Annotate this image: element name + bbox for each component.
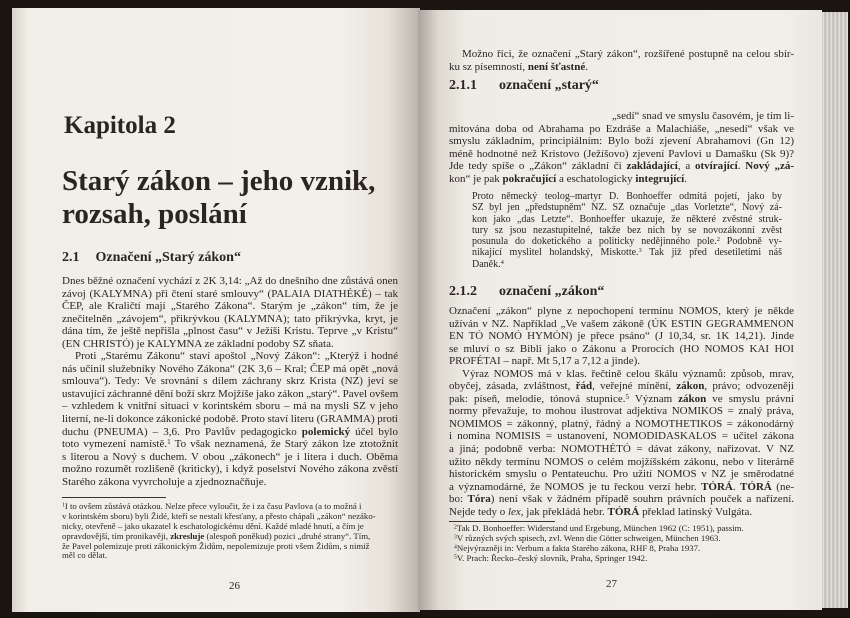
text-line bbox=[449, 430, 794, 443]
footnote-line bbox=[454, 544, 799, 554]
text-run: účel bylo bbox=[350, 425, 398, 438]
emphasis: není šťastné bbox=[527, 60, 586, 73]
text-line bbox=[472, 236, 782, 247]
text-run: nikající myslitel holandský, Miskotte. bbox=[472, 247, 639, 259]
text-run: že Pavel polemizuje proti zákonickým Židům, nepolemizuje proti všem Židům, s nimiž bbox=[62, 541, 370, 551]
footnote-line bbox=[62, 512, 398, 522]
text-run: možno rozumět rozlišeně (kriticky), i když poselství Nového zákona zvěstí bbox=[62, 463, 398, 476]
text-run: – vzhledem k vnitřní situaci v korintském sboru – má na mysli SZ v jeho bbox=[62, 400, 398, 413]
text-line bbox=[472, 247, 782, 258]
footnote-ref: 2 bbox=[716, 236, 720, 244]
text-run: ku sz písemností, bbox=[449, 60, 528, 73]
section-heading bbox=[62, 250, 241, 266]
text-run: „sedí“ snad ve smyslu časovém, je tím li- bbox=[611, 110, 794, 122]
text-run: v korintském sboru) byli Židé, kteří se nestali křesťany, a přesto chápali „zákon“ nezáko- bbox=[62, 511, 376, 521]
text-line bbox=[449, 61, 794, 74]
subsection-heading bbox=[449, 78, 599, 94]
footnote-line bbox=[62, 542, 398, 552]
paragraph bbox=[449, 48, 794, 73]
text-run: smlouva“). Tedy: Ve srovnání s dílem záchrany skrz Krista (NZ) jeví se bbox=[62, 375, 398, 388]
text-run: I to ovšem zůstává otázkou. Nelze přece vyloučit, že i za času Pavlova (a to možná i bbox=[64, 502, 362, 511]
text-line bbox=[472, 202, 782, 213]
subsection-number: 2.1.2 bbox=[449, 284, 477, 299]
footnote-ref: 1 bbox=[62, 502, 65, 509]
text-line bbox=[62, 288, 398, 301]
text-run: Nejde tedy o bbox=[449, 505, 508, 518]
text-line bbox=[472, 214, 782, 225]
emphasis: zákon bbox=[676, 380, 705, 393]
text-run: SZ byl jen „předstupněm“ NZ. SZ označuje „das Vorletzte“, Nový zá- bbox=[472, 202, 782, 214]
text-run: se mluví o sz Bibli jako o Zákonu a Prorocích (HO NOMOS KAI HOI bbox=[449, 342, 794, 355]
subsection-title: označení „zákon“ bbox=[499, 284, 605, 299]
footnote-ref: 2 bbox=[454, 524, 457, 531]
text-run: a jiná; podobně verba: NOMOTHÉTÓ = dávat zákony, nařizovat. V NZ bbox=[449, 443, 794, 456]
text-run: . bbox=[737, 160, 746, 173]
text-run: Proto německý teolog–martyr D. Bonhoeffer odmítá pojetí, jako by bbox=[472, 191, 782, 202]
text-line bbox=[62, 325, 398, 338]
text-line bbox=[62, 463, 398, 476]
paragraph bbox=[449, 110, 794, 185]
chapter-label: Kapitola 2 bbox=[64, 112, 176, 139]
text-run: ustavující záchranné dění boží skrz Mojžíše jako zákon „starý“. Pavel ovšem bbox=[62, 387, 398, 400]
text-run: literní, ne-li dokonce zákonické podobě. Proto staví literu (GRAMMA) proti bbox=[62, 413, 398, 426]
footnote-ref: 5 bbox=[454, 554, 457, 561]
footnote-rule bbox=[449, 521, 555, 522]
emphasis: zakládající bbox=[626, 160, 678, 173]
text-line bbox=[449, 148, 794, 161]
text-run: závoj (KALYMNA) při čtení staré smlouvy“ (PALAIA DIATHÉKÉ) – tak bbox=[62, 287, 398, 300]
text-run: bo: bbox=[449, 493, 468, 506]
section-number: 2.1 bbox=[62, 250, 80, 265]
footnote-line bbox=[62, 522, 398, 532]
text-run: tury sz jsou nezastupitelné, takže bez nich by se novozákonní zvěst bbox=[472, 224, 782, 236]
text-run: Dnes běžné označení vychází z 2K 3,14: „Až do dnešního dne zůstává onen bbox=[62, 275, 398, 287]
emphasis: TÓRÁ bbox=[701, 480, 733, 493]
chapter-title-line: rozsah, poslání bbox=[62, 198, 247, 230]
text-run: Proti „Starému Zákonu“ staví apoštol „Nový Zákon“: „Kterýž i hodné bbox=[75, 350, 398, 363]
text-run: obyčej, zásada, zvláštnost, bbox=[449, 380, 576, 393]
emphasis: polemický bbox=[301, 425, 351, 438]
text-run: znečitelněn „závojem“, přikrývkou (KALYMNA); tato přikrývka, kryt, je bbox=[62, 312, 398, 325]
emphasis: zkresluje bbox=[170, 531, 205, 541]
chapter-title bbox=[62, 165, 412, 231]
subsection-heading bbox=[449, 284, 604, 300]
text-run: dána tím, že ještě nepřišla „plnost času“ v Ježíši Kristu. Teprve „v Kristu“ bbox=[62, 325, 398, 338]
text-line bbox=[449, 443, 794, 456]
text-run: . bbox=[585, 60, 588, 73]
section-title: Označení „Starý zákon“ bbox=[95, 250, 241, 265]
footnote-line bbox=[454, 524, 799, 534]
text-run: překlad latinský Vulgáta. bbox=[639, 505, 753, 518]
text-line bbox=[62, 438, 398, 451]
footnotes bbox=[62, 502, 398, 561]
footnote-ref: 3 bbox=[454, 534, 457, 541]
text-run: (alespoň poněkud) pozici „druhé strany“. Tím, bbox=[204, 531, 371, 541]
text-line bbox=[449, 173, 794, 186]
text-line bbox=[449, 468, 794, 481]
text-run: smyslu základním, principiálním: Bylo boží zjevení Abrahamovi (Gn 12) bbox=[449, 135, 794, 148]
text-line bbox=[62, 350, 398, 363]
text-run: . bbox=[732, 480, 741, 493]
text-run: Tak již před desetiletími náš bbox=[641, 247, 782, 259]
text-run: Tak D. Bonhoeffer: Widerstand und Ergebung, München 1962 (C: 1951), passim. bbox=[456, 524, 744, 533]
right-body bbox=[449, 305, 794, 518]
text-run: NOMIMOS = zákonný, platný, řádný a NOMOTHETIKOS = zákonodárný bbox=[449, 417, 794, 430]
paragraph bbox=[62, 350, 398, 488]
text-run: V různých svých spisech, zvl. Wenn die Götter schweigen, München 1963. bbox=[456, 533, 721, 543]
paragraph bbox=[449, 368, 794, 519]
footnote-line bbox=[62, 502, 398, 512]
text-run: ČEP, ale Kraličtí mají „Starého Zákona“. Starým je „zákon“ tím, že je bbox=[62, 300, 398, 313]
text-line bbox=[62, 275, 398, 288]
text-run: opravdovější, tím pronikavěji, bbox=[62, 531, 171, 541]
text-line bbox=[449, 380, 794, 393]
text-line bbox=[472, 259, 782, 270]
footnote-line bbox=[62, 532, 398, 542]
text-line bbox=[449, 481, 794, 494]
text-run: V. Prach: Řecko–český slovník, Praha, Springer 1942. bbox=[456, 553, 648, 563]
text-run: Podobně vy- bbox=[719, 236, 782, 248]
emphasis: řád bbox=[575, 380, 593, 393]
text-line bbox=[449, 393, 794, 406]
text-run: užíván v NZ. Například „Ve vašem zákoně (ÚK ESTIN GEGRAMMENON bbox=[449, 317, 794, 330]
left-body bbox=[62, 275, 398, 488]
text-run: posunula do doketického a politicky nedějinného pole. bbox=[472, 236, 717, 248]
paragraph bbox=[449, 305, 794, 368]
text-line bbox=[449, 368, 794, 381]
text-run: , a bbox=[677, 160, 695, 173]
emphasis: TÓRÁ bbox=[607, 505, 640, 518]
footnote-line bbox=[454, 554, 799, 564]
text-line bbox=[62, 300, 398, 313]
emphasis: TÓRÁ bbox=[740, 480, 772, 493]
chapter-title-line: Starý zákon – jeho vznik, bbox=[62, 165, 376, 197]
text-run: Význam bbox=[629, 392, 679, 405]
emphasis: Nový „zá- bbox=[745, 160, 794, 173]
text-run: , jak překládá hebr. bbox=[520, 505, 608, 518]
text-line bbox=[449, 123, 794, 136]
footnotes bbox=[454, 524, 799, 564]
text-run: EN TÓ NOMÓ HYMÓN) je přece psáno“ (J 10,34, sr. 1K 14,21). Jinde bbox=[449, 330, 794, 343]
text-run: , právo; odvozeněji bbox=[704, 380, 794, 393]
text-run: měl co dělat. bbox=[62, 551, 108, 561]
text-run: normy převažuje, to mohou ilustrovat adjektiva NOMIKOS = znalý práva, bbox=[449, 405, 794, 418]
text-line bbox=[62, 375, 398, 388]
emphasis: otvírající bbox=[694, 160, 738, 173]
paragraph bbox=[62, 275, 398, 350]
text-run: (EN CHRISTÓ) je KALYMNA ze základní podoby SZ sňata. bbox=[62, 337, 334, 350]
text-line bbox=[62, 426, 398, 439]
text-line bbox=[472, 191, 782, 202]
page-number: 26 bbox=[229, 580, 240, 592]
text-line bbox=[449, 318, 794, 331]
text-line bbox=[449, 355, 794, 368]
text-run: Daněk. bbox=[472, 258, 501, 270]
text-run: PROFÉTAI – např. Mt 5,17 a 7,12 a jinde). bbox=[449, 355, 640, 368]
text-line bbox=[449, 135, 794, 148]
text-line bbox=[449, 110, 794, 123]
text-line bbox=[449, 405, 794, 418]
text-line bbox=[62, 338, 398, 351]
text-run: Možno říci, že označení „Starý zákon“, rozšířené postupně na celou sbír- bbox=[462, 48, 794, 60]
text-line bbox=[449, 418, 794, 431]
text-run: , veřejné mínění, bbox=[592, 380, 677, 393]
text-line bbox=[62, 388, 398, 401]
emphasis: Tóra bbox=[467, 493, 491, 506]
text-run: kon“ je pak bbox=[449, 172, 503, 185]
text-run: užito někdy termínu NOMOS o celém mojžíšském zákonu, nebo v literárně bbox=[449, 455, 794, 468]
text-run: s literou a Nový s duchem. V obou „zákonech“ je i litera i duch. Oběma bbox=[62, 450, 398, 463]
footnote-ref: 3 bbox=[638, 247, 642, 255]
subsection-number: 2.1.1 bbox=[449, 78, 477, 93]
subsection-title: označení „starý“ bbox=[499, 78, 599, 93]
text-line bbox=[449, 506, 794, 519]
footnote-ref: 5 bbox=[625, 392, 630, 401]
text-run: (ne- bbox=[771, 480, 794, 493]
text-line bbox=[62, 313, 398, 326]
text-run: nás učinil služebníky Nového Zákona“ (2K 3,6 – Kral; ČEP má opět „nová bbox=[62, 362, 398, 375]
text-line bbox=[449, 343, 794, 356]
text-line bbox=[449, 456, 794, 469]
text-run: duchu (PNEUMA) – 3,6. Pro Pavlův pedagogicko bbox=[62, 425, 302, 438]
text-run: méně hodnotné než Kristovo (Ježíšovo) zjevení Pavlovi u Damašku (Sk 9)? bbox=[449, 147, 794, 160]
text-line bbox=[62, 363, 398, 376]
text-run: i nomina NOMISIS = ustanovení, NOMODIDASKALOS = učitel zákona bbox=[449, 430, 794, 443]
footnote-ref: 4 bbox=[454, 544, 457, 551]
emphasis: zákon bbox=[678, 392, 707, 405]
emphasis: pokračující bbox=[502, 172, 557, 185]
footnote-line bbox=[454, 534, 799, 544]
text-line bbox=[449, 330, 794, 343]
text-line bbox=[449, 493, 794, 506]
text-run: historickém smyslu o Pentateuchu. Pro užití NOMOS v NZ je směrodatné bbox=[449, 468, 794, 481]
emphasis: integrující bbox=[635, 172, 685, 185]
text-run: nicky, otevřeně – jako ukazatel k eschatologickému dění. Každé mladé hnutí, a čím je bbox=[62, 521, 364, 531]
text-run: Nejvýrazněji in: Verbum a fakta Starého zákona, RHF 8, Praha 1937. bbox=[456, 543, 701, 553]
text-run: Jde tedy spíše o „Zákon“ základní či bbox=[449, 160, 627, 173]
text-run: mitována doba od Abrahama po Ezdráše a Malachiáše, „nesedí“ však ve bbox=[449, 122, 794, 135]
footnote-rule bbox=[62, 497, 166, 498]
text-run: To však neznamená, že Starý zákon lze ztotožnit bbox=[170, 438, 398, 451]
quote-block bbox=[472, 191, 782, 270]
text-run: . bbox=[684, 172, 687, 185]
footnote-ref: 1 bbox=[167, 438, 171, 446]
text-line bbox=[472, 225, 782, 236]
text-line bbox=[62, 400, 398, 413]
text-run: a eschatologicky bbox=[556, 172, 636, 185]
text-run: ve smyslu právní bbox=[706, 392, 794, 405]
text-run: toto vymezení namístě. bbox=[62, 438, 168, 451]
page-edges bbox=[822, 12, 848, 608]
text-run: ) není však v žádném případě souhrn právních pouček a nařízení. bbox=[490, 493, 794, 506]
text-line bbox=[62, 451, 398, 464]
text-line bbox=[449, 305, 794, 318]
footnote-line bbox=[62, 551, 398, 561]
text-run: kon jako „das Letzte“. Bonhoeffer ukazuje, že některé zvěstné struk- bbox=[472, 213, 782, 225]
footnote-ref: 4 bbox=[500, 258, 504, 266]
text-line bbox=[449, 48, 794, 61]
text-run: Označení „zákon“ plyne z nepochopení termínu NOMOS, který je někde bbox=[449, 305, 794, 317]
text-run: lex bbox=[507, 505, 521, 518]
text-run: pak: píseň, melodie, tónová stupnice. bbox=[449, 392, 626, 405]
page-number: 27 bbox=[606, 578, 617, 590]
text-line bbox=[62, 476, 398, 489]
text-run: a významodárné, že NOMOS je tu řeckou verzí hebr. bbox=[449, 480, 702, 493]
text-line bbox=[449, 160, 794, 173]
text-line bbox=[62, 413, 398, 426]
text-run: Výraz NOMOS má v klas. řečtině celou škálu významů: způsob, mrav, bbox=[462, 367, 794, 380]
text-run: Starého zákona vyvrcholuje a zjednoznačňuje. bbox=[62, 475, 267, 488]
